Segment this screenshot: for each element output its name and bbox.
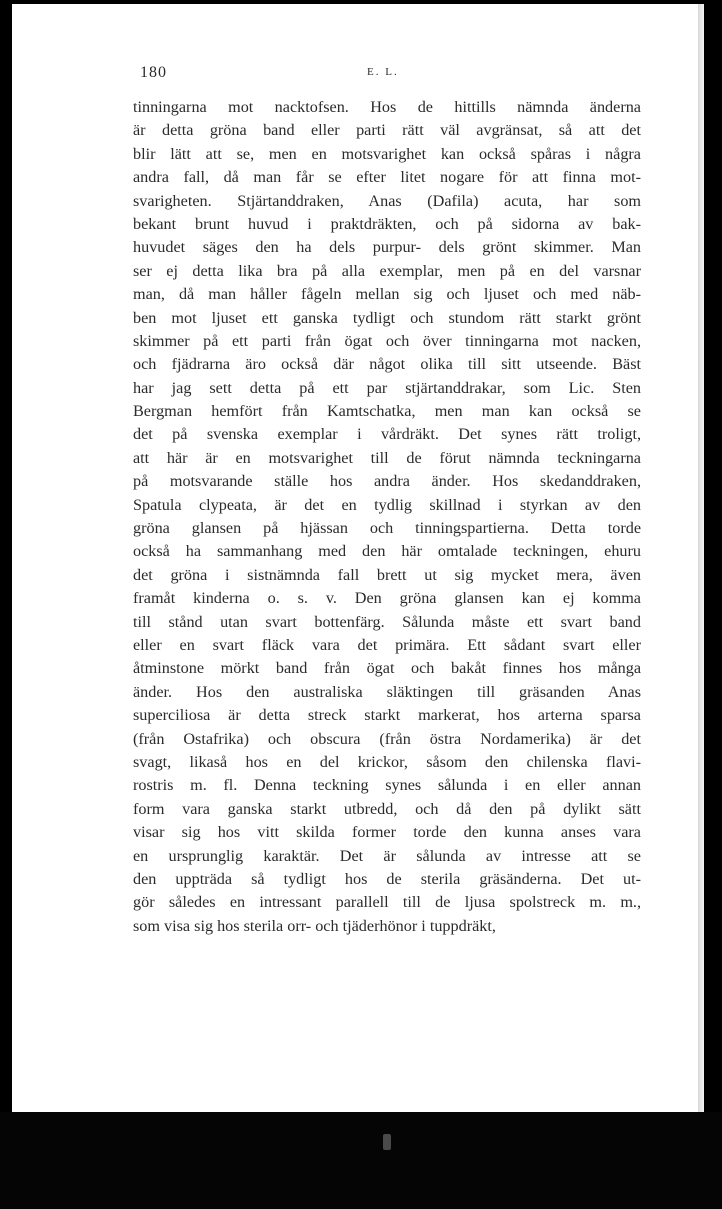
- text-line: är detta gröna band eller parti rätt väl avgränsat, så att det: [133, 121, 641, 140]
- running-head: [140, 62, 640, 86]
- text-line: Spatula clypeata, är det en tydlig skillnad i styrkan av den: [133, 495, 641, 514]
- text-line: gröna glansen på hjässan och tinningspartierna. Detta torde: [133, 519, 641, 538]
- text-line: att här är en motsvarighet till de förut nämnda teckningarna: [133, 448, 641, 467]
- text-line: svarigheten. Stjärtanddraken, Anas (Dafila) acuta, har som: [133, 191, 641, 210]
- text-line: också ha sammanhang med den här omtalade teckningen, ehuru: [133, 542, 641, 561]
- scan-artifact: [383, 1134, 391, 1150]
- text-line: det gröna i sistnämnda fall brett ut sig mycket mera, även: [133, 565, 641, 584]
- text-line: framåt kinderna o. s. v. Den gröna glansen kan ej komma: [133, 589, 641, 608]
- text-line: visar sig hos vitt skilda former torde den kunna anses vara: [133, 823, 641, 842]
- text-line: det på svenska exemplar i vårdräkt. Det synes rätt troligt,: [133, 425, 641, 444]
- text-line: blir lätt att se, men en motsvarighet kan också spåras i några: [133, 144, 641, 163]
- text-line: huvudet säges den ha dels purpur- dels grönt skimmer. Man: [133, 238, 641, 257]
- text-line: gör således en intressant parallell till de ljusa spolstreck m. m.,: [133, 893, 641, 912]
- text-line: svagt, likaså hos en del krickor, såsom den chilenska flavi-: [133, 752, 641, 771]
- page-number: 180: [140, 64, 167, 81]
- text-line: änder. Hos den australiska släktingen till gräsanden Anas: [133, 682, 641, 701]
- text-line: på motsvarande ställe hos andra änder. Hos skedanddraken,: [133, 472, 641, 491]
- text-line: till stånd utan svart bottenfärg. Sålunda måste ett svart band: [133, 612, 641, 631]
- text-line: Bergman hemfört från Kamtschatka, men man kan också se: [133, 402, 641, 421]
- text-line: åtminstone mörkt band från ögat och bakåt finnes hos många: [133, 659, 641, 678]
- text-line: superciliosa är detta streck starkt markerat, hos arterna sparsa: [133, 706, 641, 725]
- text-line: (från Ostafrika) och obscura (från östra Nordamerika) är det: [133, 729, 641, 748]
- scanner-border: [0, 1112, 722, 1209]
- page-edge-shadow: [698, 4, 704, 1112]
- text-line: den uppträda så tydligt hos de sterila gräsänderna. Det ut-: [133, 869, 641, 888]
- text-line: och fjädrarna äro också där något olika till sitt utseende. Bäst: [133, 355, 641, 374]
- text-line: man, då man håller fågeln mellan sig och ljuset och med näb-: [133, 285, 641, 304]
- text-line: form vara ganska starkt utbredd, och då den på dylikt sätt: [133, 799, 641, 818]
- text-line: andra fall, då man får se efter litet nogare för att finna mot-: [133, 168, 641, 187]
- body-text: [133, 96, 641, 938]
- text-line: har jag sett detta på ett par stjärtanddrakar, som Lic. Sten: [133, 378, 641, 397]
- running-title: E. L.: [367, 66, 399, 78]
- text-line: rostris m. fl. Denna teckning synes sålunda i en eller annan: [133, 776, 641, 795]
- text-line: eller en svart fläck vara det primära. Ett sådant svart eller: [133, 635, 641, 654]
- text-line: ben mot ljuset ett ganska tydligt och stundom rätt starkt grönt: [133, 308, 641, 327]
- text-line: tinningarna mot nacktofsen. Hos de hittills nämnda änderna: [133, 98, 641, 116]
- text-line: som visa sig hos sterila orr- och tjäderhönor i tuppdräkt,: [133, 916, 496, 935]
- text-line: en ursprunglig karaktär. Det är sålunda av intresse att se: [133, 846, 641, 865]
- text-line: skimmer på ett parti från ögat och över tinningarna mot nacken,: [133, 331, 641, 350]
- text-line: bekant brunt huvud i praktdräkten, och på sidorna av bak-: [133, 214, 641, 233]
- text-line: ser ej detta lika bra på alla exemplar, men på en del varsnar: [133, 261, 641, 280]
